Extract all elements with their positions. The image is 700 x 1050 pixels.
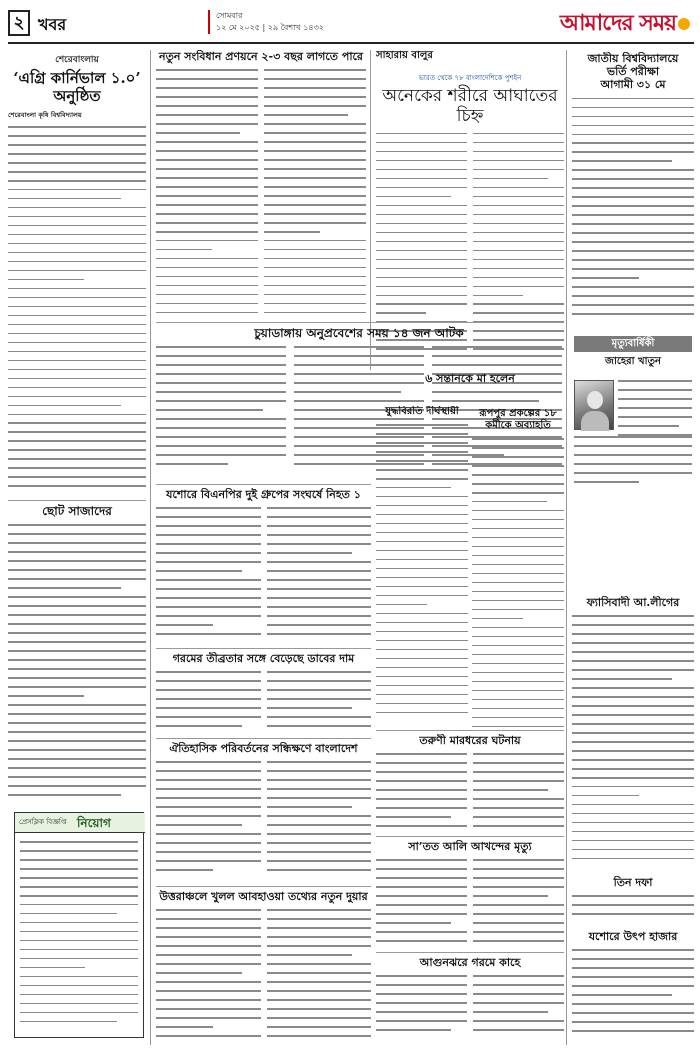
article-heat2: [376, 956, 564, 1044]
article-small-fish: [8, 504, 146, 804]
article-body: [8, 524, 146, 795]
article-ikhtiyar: [156, 742, 371, 882]
ad-label: প্রেসক্লিক বিজ্ঞপ্তি: [19, 818, 67, 826]
ad-body: [20, 841, 138, 1030]
obituary-name-wrap: [574, 356, 692, 370]
article-headline: ঐতিহাসিক পরিবর্তনের সন্ধিক্ষণে বাংলাদেশ: [169, 742, 358, 755]
article-headline: যুদ্ধবিরতি দীর্ঘস্থায়ী: [385, 406, 459, 417]
article-headline: নতুন সংবিধান প্রণয়নে ২-৩ বছর লাগতে পারে: [159, 50, 363, 63]
article-body: [376, 859, 564, 949]
headline-line-3: আগামী ৩১ মে: [600, 78, 666, 92]
column-rule: [150, 50, 151, 1045]
article-body: [8, 126, 146, 492]
article-divider: [8, 500, 146, 501]
article-body: [572, 98, 694, 315]
column-rule: [566, 50, 567, 1045]
article-pushin: [376, 72, 564, 368]
headline-line-1: জাতীয় বিশ্ববিদ্যালয়ে: [587, 52, 679, 65]
article-body: [472, 438, 564, 727]
article-body: [156, 671, 371, 734]
article-war: [376, 406, 468, 726]
article-headline: তিন দফা: [613, 876, 653, 889]
article-divider: [376, 952, 564, 953]
page-number: ২: [8, 10, 30, 36]
date: ১২ মে ২০২৫ | ২৯ বৈশাখ ১৪৩২: [216, 23, 325, 32]
article-headline: ফ্যাসিবাদী আ.লীগের: [586, 596, 680, 609]
article-youth: [376, 734, 564, 834]
headline-line-2: ভর্তি পরীক্ষা: [606, 65, 660, 79]
article-headline: ৬ সন্তানকে মা হলেন: [425, 372, 515, 385]
page-header: [8, 6, 694, 44]
masthead-logo: [560, 6, 690, 43]
obituary-body: [574, 436, 692, 496]
obituary-label: মৃত্যুবার্ষিকী: [574, 336, 692, 352]
article-headline: অনেকের শরীরে আঘাতের চিহ্ন: [382, 86, 558, 127]
obituary-text: [618, 380, 692, 440]
article-body: [376, 975, 564, 1038]
article-body: [156, 69, 366, 320]
article-heat: [156, 652, 371, 734]
article-headline: সা’তত আলি আখন্দের মৃত্যু: [408, 840, 532, 853]
ad-title: নিয়োগ: [77, 816, 111, 830]
article-headline: আগুনঝরে গরমে কাহে: [419, 956, 521, 969]
ad-header: [15, 813, 145, 833]
article-rooppur: [472, 408, 564, 728]
article-jessore: [156, 488, 371, 643]
article-three: [572, 876, 694, 926]
article-body: [156, 909, 371, 1044]
logo-text: আমাদের সময়: [559, 10, 676, 36]
article-jatiya: [572, 52, 694, 332]
article-divider: [376, 836, 564, 837]
article-fasibadi: [572, 596, 694, 876]
article-kicker: শেরেবাংলায়: [55, 55, 99, 65]
sun-icon: [678, 18, 690, 30]
obituary-photo: [574, 380, 614, 430]
article-headline: চুয়াডাঙ্গায় অনুপ্রবেশের সময় ১৪ জন আটক: [254, 326, 464, 340]
classified-ad: [14, 812, 144, 1038]
article-kicker: ভারত থেকে ৭৮ বাংলাদেশিকে পুশইন: [418, 74, 522, 82]
article-yasome: [572, 930, 694, 1042]
section-name: খবর: [38, 15, 67, 34]
article-divider: [156, 648, 371, 649]
article-agri: [8, 52, 146, 492]
article-headline: উত্তরাঞ্চলে খুলল আবহাওয়া তথ্যের নতুন দুয়ার: [159, 890, 368, 903]
article-headline: যশোরে বিএনপির দুই গ্রুপের সংঘর্ষে নিহত ১: [166, 488, 361, 501]
article-divider: [156, 738, 371, 739]
article-mother: [376, 372, 564, 394]
article-divider: [376, 730, 564, 731]
article-north: [156, 890, 371, 1045]
obituary-name: জাহেরা খাতুন: [605, 356, 661, 367]
article-saharan: [376, 50, 562, 70]
article-lead: শেরেবাংলা কৃষি বিশ্ববিদ্যালয়: [8, 111, 82, 119]
article-headline: গরমের তীব্রতার সঙ্গে বেড়েছে ডাবের দাম: [172, 652, 355, 665]
article-body: [156, 761, 371, 878]
article-body: [376, 753, 564, 834]
article-body: [572, 949, 694, 1031]
article-headline: ‘এগ্রি কার্নিভাল ১.০’ অনুষ্ঠিত: [13, 69, 141, 105]
weekday: সোমবার: [216, 11, 243, 20]
article-body: [572, 615, 694, 859]
article-headline: সাহারায় বালুর: [376, 50, 433, 61]
article-divider: [156, 484, 371, 485]
article-headline: রূপপুর প্রকল্পের ১৮ কর্মীকে অব্যাহতি: [479, 408, 557, 431]
article-constitution: [156, 50, 366, 320]
article-divider: [156, 886, 371, 887]
article-headline: যশোরে উৎপ হাজার: [588, 930, 678, 943]
article-headline: তরুণী মারধরের ঘটনায়: [419, 734, 521, 747]
date-box: [208, 10, 324, 34]
article-body: [572, 895, 694, 915]
article-divider: [156, 322, 562, 323]
article-body: [376, 424, 468, 713]
article-headline: ছোট সাজাদের: [42, 504, 112, 518]
article-body: [376, 133, 564, 358]
article-santal: [376, 840, 564, 950]
article-body: [156, 507, 371, 642]
